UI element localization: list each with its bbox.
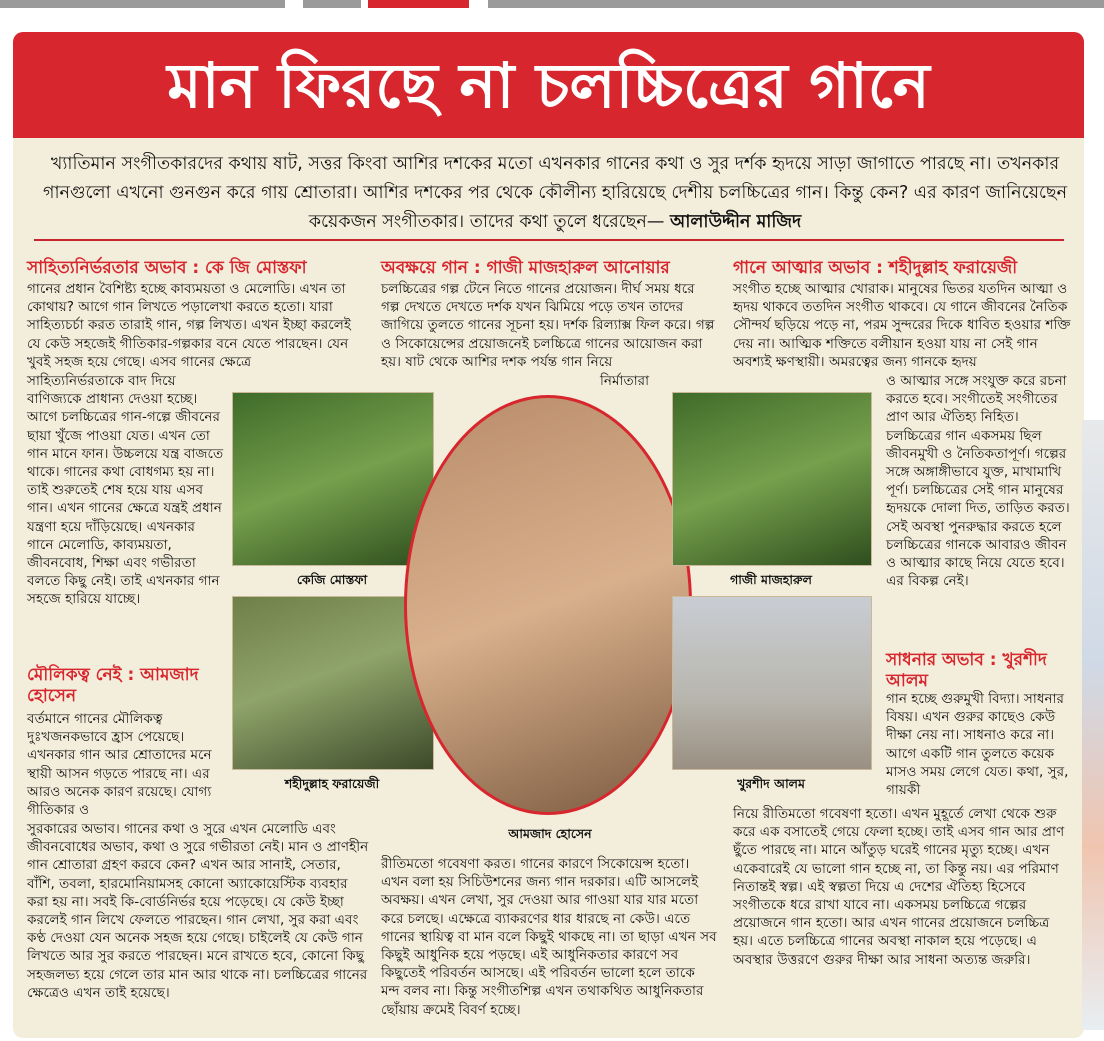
section3-body-bottom: রীতিমতো গবেষণা করত। গানের কারণে সিকোয়েন্স হতো। এখন বলা হয় সিচিউশনের জন্য গান দরকার। এটি আসলেই অবক্ষয়। এখন লেখা, সুর দেওয়া আর গাওয়া যার যার মতো করে চলছে। এক্ষেত্রে ব্যাকরণের ধার ধারছে না কেউ। এতে গানের স্থায়িত্ব বা মান বলে কিছুই থাকছে না। তা ছাড়া এখন সব কিছুই আধুনিক হয়ে পড়ছে। এই আধুনিকতার কারণে সব কিছুতেই পরিবর্তন আসছে। এই পরিবর্তন ভালো হলে তাকে মন্দ বলব না। কিন্তু সংগীতশিল্প এখন তথাকথিত আধুনিকতার ছোঁয়ায় ক্রমেই বিবর্ণ হচ্ছে। (381, 856, 717, 1018)
intro-text: খ্যাতিমান সংগীতকারদের কথায় ষাট, সত্তর কিংবা আশির দশকের মতো এখনকার গানের কথা ও সুর দর্শক হৃদয়ে সাড়া জাগাতে পারছে না। তখনকার গানগুলো এখনো গুনগুন করে গায় শ্রোতারা। আশির দশকের পর থেকে কৌলীন্য হারিয়েছে দেশীয় চলচ্চিত্রের গান। কিন্তু কেন? এর কারণ জানিয়েছেন কয়েকজন সংগীতকার। তাদের কথা তুলে ধরেছেন— (42, 154, 1068, 232)
section1-title: সাহিত্যনির্ভরতার অভাব : কে জি মোস্তফা (27, 258, 307, 278)
photo-gazi-mazharul (672, 392, 872, 566)
top-strip-left (0, 0, 285, 8)
section5-body-bottom: নিয়ে রীতিমতো গবেষণা হতো। এখন মুহূর্তে লেখা থেকে শুরু করে এক বসাতেই গেয়ে ফেলা হচ্ছে। তাই এসব গান আর প্রাণ ছুঁতে পারছে না। মানে আঁতুড় ঘরেই গানের মৃত্যু হচ্ছে। এখন একেবারেই যে ভালো গান হচ্ছে না, তা কিন্তু নয়। এর পরিমাণ নিতান্তই স্বল্প। এই স্বল্পতা দিয়ে এ দেশের ঐতিহ্য হিসেবে সংগীতকে ধরে রাখা যাবে না। একসময় চলচ্চিত্রে গল্পের প্রয়োজনে গান হতো। আর এখন গানের প্রয়োজনে চলচ্চিত্র হয়। এতে চলচ্চিত্রে গানের অবস্থা নাকাল হয়ে পড়েছে। এ অবস্থার উত্তরণে গুরুর দীক্ষা আর সাধনা অত্যন্ত জরুরি। (733, 806, 1065, 968)
intro-paragraph (40, 150, 1070, 237)
section1-body-bottom: সাহিত্যনির্ভরতাকে বাদ দিয়ে বাণিজ্যকে প্রাধান্য দেওয়া হচ্ছে। আগে চলচ্চিত্রের গান-গল্পে জীবনের ছায়া খুঁজে পাওয়া যেত। এখন তো গান মানে ফান। উচ্চলয়ে যন্ত্র বাজতে থাকে। গানের কথা বোধগম্য হয় না। তাই শুরুতেই শেষ হয়ে যায় এসব গান। এখন গানের ক্ষেত্রে যন্ত্রই প্রধান যন্ত্রণা হয়ে দাঁড়িয়েছে। এখনকার গানে মেলোডি, কাব্যময়তা, জীবনবোধ, শিক্ষা এবং গভীরতা বলতে কিছু নেই। তাই এখনকার গান সহজে হারিয়ে যাচ্ছে। (27, 373, 224, 608)
headline: মান ফিরছে না চলচ্চিত্রের গানে (167, 49, 930, 122)
top-strip-right (488, 0, 1104, 8)
section4-body-bottom: ও আত্মার সঙ্গে সংযুক্ত করে রচনা করতে হবে। সংগীতেই সংগীতের প্রাণ আর ঐতিহ্য নিহিত। চলচ্চিত্রের গান একসময় ছিল জীবনমুখী ও নৈতিকতাপূর্ণ। গল্পের সঙ্গে অঙ্গাঙ্গীভাবে যুক্ত, মাখামাখি পূর্ণ। চলচ্চিত্রের সেই গান মানুষের হৃদয়কে দোলা দিত, তাড়িত করত। সেই অবস্থা পুনরুদ্ধার করতে হলে চলচ্চিত্রের গানকে আবারও জীবন ও আত্মার কাছে নিয়ে যেতে হবে। এর বিকল্প নেই। (886, 373, 1070, 590)
caption-amjad-hossain: আমজাদ হোসেন (508, 826, 592, 841)
top-strip-mid (303, 0, 361, 8)
section5-title: সাধনার অভাব : খুরশীদ আলম (886, 650, 1047, 691)
photo-amjad-hossain (404, 395, 692, 815)
section1-body-top: গানের প্রধান বৈশিষ্ট্য হচ্ছে কাব্যময়তা ও মেলোডি। এখন তা কোথায়? আগে গান লিখতে পড়ালেখা করতে হতো। যারা সাহিত্যচর্চা করত তারাই গান, গল্প লিখত। এখন ইচ্ছা করলেই যে কেউ সহজেই গীতিকার-গল্পকার বনে যেতে পারছেন। যেন খুবই সহজ হয়ে গেছে। এসব গানের ক্ষেত্রে (27, 281, 351, 370)
adjacent-photo-edge (1082, 420, 1104, 1030)
section3-body-end: নির্মাতারা (600, 373, 650, 389)
caption-gazi-mazharul: গাজী মাজহারুল (730, 572, 812, 587)
divider (34, 239, 1064, 241)
photo-kg-mostafa (232, 392, 434, 566)
byline: আলাউদ্দীন মাজিদ (669, 212, 802, 232)
section5-body-top: গান হচ্ছে গুরুমুখী বিদ্যা। সাধনার বিষয়। এখন গুরুর কাছেও কেউ দীক্ষা নেয় না। সাধনাও করে না। আগে একটি গান তুলতে কয়েক মাসও সময় লেগে যেত। কথা, সুর, গায়কী (886, 691, 1069, 799)
section2-body-bottom: সুরকারের অভাব। গানের কথা ও সুরে এখন মেলোডি এবং জীবনবোধের অভাব, কথা ও সুরে গভীরতা নেই। মান ও প্রাণহীন গান শ্রোতারা গ্রহণ করবে কেন? এখন আর সানাই, সেতার, বাঁশি, তবলা, হারমোনিয়ামসহ কোনো অ্যাকোয়েস্টিক ব্যবহার করা হয় না। সবই কি-বোর্ডনির্ভর হয়ে পড়েছে। যে কেউ ইচ্ছা করলেই গান লিখে ফেলতে পারছেন। গান লেখা, সুর করা এবং কণ্ঠ দেওয়া যেন অনেক সহজ হয়ে গেছে। চাইলেই যে কেউ গান লিখতে আর সুর করতে পারছেন। মনে রাখতে হবে, কোনো কিছু সহজলভ্য হয়ে গেলে তার মান আর থাকে না। চলচ্চিত্রের গানের ক্ষেত্রেও এখন তাই হয়েছে। (27, 821, 369, 1001)
section4-body-top: সংগীত হচ্ছে আত্মার খোরাক। মানুষের ভিতর যতদিন আত্মা ও হৃদয় থাকবে ততদিন সংগীত থাকবে। যে গানে জীবনের নৈতিক সৌন্দর্য ছড়িয়ে পড়ে না, পরম সুন্দরের দিকে ধাবিত হওয়ার শক্তি দেয় না। আত্মিক শক্তিতে বলীয়ান হওয়া যায় না সেই গান অবশ্যই ক্ষণস্থায়ী। অমরত্বের জন্য গানকে হৃদয় (733, 281, 1071, 370)
photo-khurshid-alam (672, 596, 872, 770)
section4-title: গানে আত্মার অভাব : শহীদুল্লাহ ফরায়েজী (733, 258, 1018, 278)
caption-shahidullah-farayezi: শহীদুল্লাহ ফরায়েজী (284, 776, 380, 791)
caption-khurshid-alam: খুরশীদ আলম (737, 776, 805, 791)
caption-kg-mostafa: কেজি মোস্তফা (296, 572, 368, 587)
section3-title: অবক্ষয়ে গান : গাজী মাজহারুল আনোয়ার (381, 258, 670, 278)
section2-body-top: বর্তমানে গানের মৌলিকত্ব দুঃখজনকভাবে হ্রাস পেয়েছে। এখনকার গান আর শ্রোতাদের মনে স্থায়ী আসন গড়তে পারছে না। এর আরও অনেক কারণ রয়েছে। যোগ্য গীতিকার ও (27, 711, 212, 819)
section3-body-top: চলচ্চিত্রের গল্প টেনে নিতে গানের প্রয়োজন। দীর্ঘ সময় ধরে গল্প দেখতে দেখতে দর্শক যখন ঝিমিয়ে পড়ে তখন তাদের জাগিয়ে তুলতে গানের সূচনা হয়। দর্শক রিল্যাক্স ফিল করে। গল্প ও সিকোয়েন্সের প্রয়োজনেই চলচ্চিত্রে গানের আয়োজন করা হয়। ষাট থেকে আশির দশক পর্যন্ত গান নিয়ে (381, 281, 715, 370)
section2-title: মৌলিকত্ব নেই : আমজাদ হোসেন (27, 665, 199, 706)
top-strip-accent (368, 0, 469, 8)
